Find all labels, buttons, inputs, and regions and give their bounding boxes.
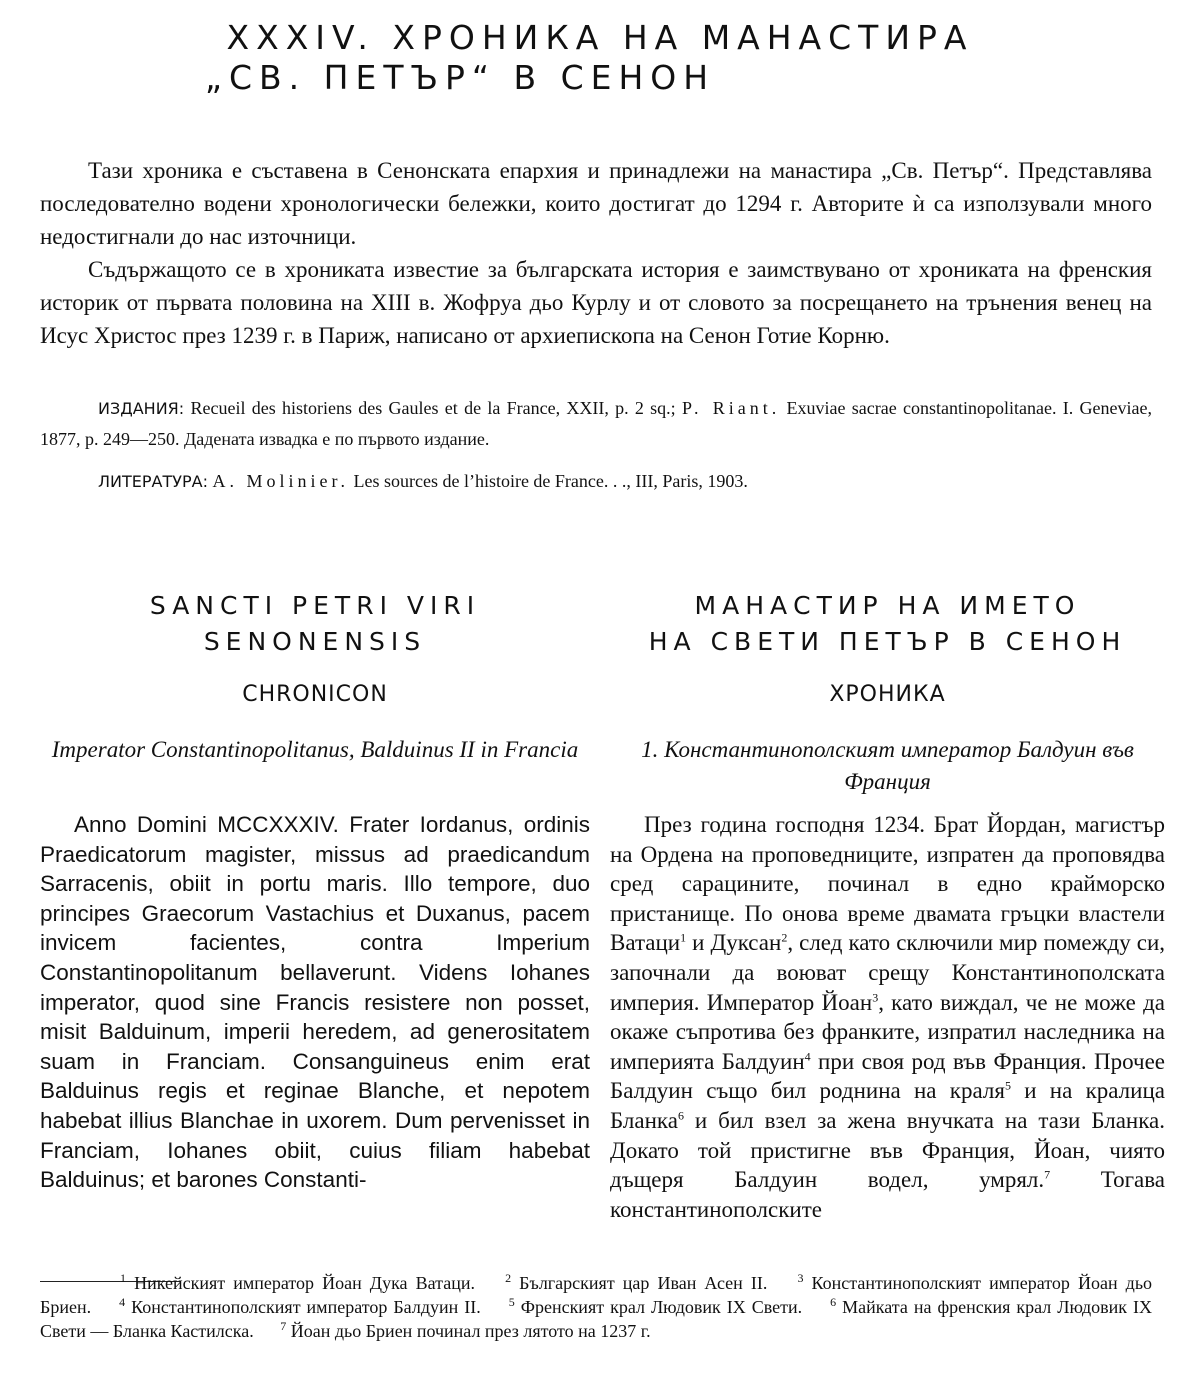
footnote-ref-5[interactable]: 5	[1004, 1078, 1011, 1093]
editions-label: ИЗДАНИЯ:	[98, 399, 185, 418]
footnote-ref-4[interactable]: 4	[804, 1049, 811, 1064]
literature-note	[40, 466, 1152, 497]
footnote-4	[119, 1297, 481, 1317]
bulgarian-column	[610, 588, 1166, 1222]
editions-note	[40, 393, 1152, 454]
footnote-number: 1	[120, 1271, 126, 1285]
footnote-text: Константинополският император Балдуин II.	[125, 1297, 481, 1317]
body-segment: Тогава константинополските	[610, 1167, 1165, 1222]
body-segment: и бил взел за жена внучката на тази Бланка. Докато той пристигне във Франция, Йоан, чиято дъщеря Балдуин водел, умрял.	[610, 1107, 1165, 1193]
footnote-number: 3	[797, 1271, 804, 1285]
body-segment: и на кралица Бланка	[610, 1078, 1165, 1133]
latin-subtitle: CHRONICON	[242, 682, 388, 707]
footnote-text: Никейският император Йоан Дука Ватаци.	[126, 1273, 475, 1293]
footnote-ref-6[interactable]: 6	[677, 1108, 684, 1123]
editions-text-b: Exuviae sacrae constantinopolitanae. I. Geneviae, 1877, p. 249—250. Дадената извадка е по първото издание.	[40, 398, 1152, 449]
footnote-text: Константинополският император Йоан дьо Бриен.	[40, 1273, 1153, 1317]
literature-author: A. Molinier.	[212, 471, 349, 491]
literature-label: ЛИТЕРАТУРА:	[98, 472, 208, 491]
chapter-title-line-2: „СВ. ПЕТЪР“ В СЕНОН	[204, 58, 716, 97]
bulgarian-subtitle: ХРОНИКА	[829, 682, 946, 707]
footnote-text: Българският цар Иван Асен II.	[511, 1273, 768, 1293]
footnote-number: 4	[119, 1295, 126, 1309]
editions-author: P. Riant.	[681, 398, 781, 418]
footnote-text: Майката на френския крал Людовик IX Свети — Бланка Кастилска.	[40, 1297, 1153, 1341]
footnote-number: 5	[508, 1295, 515, 1309]
intro-paragraph-1: Тази хроника е съставена в Сенонската епархия и принадлежи на манастира „Св. Петър“. Представлява последователно водени хронологически бележки, които достигат до 1294 г. Авторите ѝ са използували много недостигнали до нас източници.	[40, 158, 1152, 249]
footnotes	[40, 1271, 1152, 1343]
editions-text-a: Recueil des historiens des Gaules et de la France, XXII, p. 2 sq.;	[184, 398, 682, 418]
intro-paragraph-2: Съдържащото се в хрониката известие за българската история е заимствувано от хрониката на френския историк от първата половина на XIII в. Жофруа дьо Курлу и от словото за посрещането на трънения венец на Исус Христос през 1239 г. в Париж, написано от архиепископа на Сенон Готие Корню.	[40, 257, 1152, 348]
footnote-number: 2	[505, 1271, 512, 1285]
latin-title-line-1: SANCTI PETRI VIRI	[149, 591, 481, 620]
bulgarian-title	[610, 588, 1165, 660]
footnote-number: 7	[280, 1319, 287, 1333]
latin-column	[40, 588, 590, 1193]
literature-text: Les sources de l’histoire de France. . ., III, Paris, 1903.	[348, 471, 748, 491]
latin-section-heading: Imperator Constantinopolitanus, Balduinus II in Francia	[51, 737, 579, 762]
latin-body-text: Anno Domini MCCXXXIV. Frater Iordanus, ordinis Praedicatorum magister, missus ad praedicandum Sarracenis, obiit in portu maris. Illo tempore, duo principes Graecorum Vastachius et Duxanus, pacem invicem facientes, contra Imperium Constantinopolitanum bellaverunt. Videns Iohanes imperator, quod sine Francis resistere non posset, misit Balduinum, imperii heredem, ad generositatem suam in Franciam. Consanguineus enim erat Balduinus regis et reginae Blanche, et nepotem habebat illius Blanchae in uxorem. Dum pervenisset in Franciam, Iohanes obiit, cuius filiam habebat Balduinus; et barones Constanti-	[40, 812, 590, 1193]
body-segment: , като виждал, че не може да окаже съпротива без франките, изпратил наследника на империята Балдуин	[610, 989, 1165, 1074]
footnote-2	[505, 1273, 767, 1293]
footnote-number: 6	[830, 1295, 837, 1309]
chapter-title-line-1: XXXIV. ХРОНИКА НА МАНАСТИРА	[226, 18, 974, 57]
footnote-ref-3[interactable]: 3	[872, 989, 879, 1004]
footnote-ref-2[interactable]: 2	[781, 930, 788, 945]
body-segment: През година господня 1234. Брат Йордан, магистър на Ордена на проповедниците, изпратен да проповядва сред сарацините, починал в едно крайморско пристанище. По онова време двамата гръцки властели Ватаци	[610, 812, 1165, 956]
body-segment: при своя род във Франция. Прочее Балдуин също бил роднина на краля	[610, 1048, 1165, 1104]
bulgarian-title-line-1: МАНАСТИР НА ИМЕТО	[694, 591, 1081, 620]
body-segment: , след като сключили мир помежду си, започнали да воюват срещу Константинополската империя. Император Йоан	[610, 930, 1166, 1015]
bulgarian-section-heading: 1. Константинополският император Балдуин във Франция	[641, 737, 1134, 794]
footnote-text: Френският крал Людовик IX Свети.	[514, 1297, 803, 1317]
footnote-text: Йоан дьо Бриен починал през лятото на 1237 г.	[286, 1321, 651, 1341]
footnote-5	[509, 1297, 802, 1317]
bulgarian-body-text	[610, 810, 1165, 1224]
footnote-1	[120, 1273, 475, 1293]
footnote-ref-7[interactable]: 7	[1044, 1167, 1051, 1182]
footnote-7	[280, 1321, 650, 1341]
footnote-ref-1[interactable]: 1	[680, 930, 687, 945]
latin-title	[40, 588, 590, 660]
bulgarian-title-line-2: НА СВЕТИ ПЕТЪР В СЕНОН	[648, 627, 1127, 656]
latin-title-line-2: SENONENSIS	[203, 627, 427, 656]
body-segment: и Дуксан	[686, 930, 782, 956]
